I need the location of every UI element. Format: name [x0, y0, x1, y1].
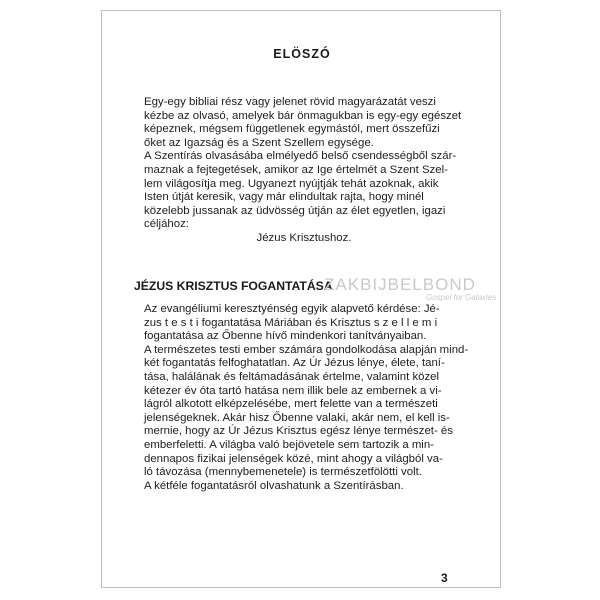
text-line: A Szentírás olvasásába elmélyedő belső csendességből szár- [144, 150, 457, 163]
text-line: fogantatása az Őbenne hívő mindenkori tanítványaiban. [144, 330, 427, 343]
text-line: kétezer év óta tartó hatása nem illik bele az embernek a vi- [144, 384, 442, 397]
text-line: képeznek, mégsem függetlenek egymástól, mert összefűzi [144, 123, 440, 136]
preface-closing: Jézus Krisztushoz. [256, 231, 352, 244]
text-line: lem világosítja meg. Ugyanezt nyújtják tehát azoknak, akik [144, 177, 439, 190]
text-line: kézbe az olvasó, amelyek bár önmagukban is egy-egy egészet [144, 109, 462, 122]
book-page [101, 10, 501, 588]
text-line: A természetes testi ember számára gondolkodása alapján mind- [144, 343, 469, 356]
preface-paragraph-1 [134, 96, 474, 150]
text-line: zus t e s t i fogantatása Máriában és Krisztus s z e l l e m i [144, 316, 438, 329]
text-line: közelebb jussanak az üdvösség útján az élet egyetlen, igazi [144, 204, 446, 217]
text-line: dennapos fizikai jelenségek közé, mint ahogy a világból va- [144, 452, 443, 465]
text-line: Az evangéliumi keresztyénség egyik alapvető kérdése: Jé- [144, 303, 440, 315]
section-paragraph-3 [134, 480, 474, 494]
text-line: céljához: [144, 218, 189, 231]
text-line: lágról alkotott elképzelésébe, mert felette van a természeti [144, 398, 438, 411]
text-line: emberfeletti. A világba való bejövetele sem tartozik a min- [144, 438, 434, 451]
text-line: őket az Igazság és a Szent Szellem egysége. [144, 136, 374, 149]
page-number: 3 [441, 571, 448, 585]
section-text [134, 303, 474, 493]
text-line: A kétféle fogantatásról olvashatunk a Szentírásban. [144, 479, 404, 492]
text-line: Isten útját keresik, vagy már elindultak rajta, hogy minél [144, 191, 424, 204]
text-line: jelenségeknek. Akár hisz Őbenne valaki, akár nem, el kell is- [144, 411, 450, 424]
watermark-logo: ZAKBIJBELBOND [324, 275, 476, 294]
text-line: tása, halálának és feltámadásának értelme, valamint közel [144, 370, 440, 383]
text-line: ló távozása (mennybemenetele) is természetfölötti volt. [144, 466, 422, 479]
preface-text [134, 96, 474, 246]
text-line: két fogantatás felfoghatatlan. Az Úr Jézus lénye, élete, taní- [144, 357, 445, 370]
page-heading: ELÖSZÓ [273, 47, 331, 61]
text-line: mernie, hogy az Úr Jézus Krisztus egész lénye természet- és [144, 425, 453, 438]
section-paragraph-1 [134, 303, 474, 344]
section-title: JÉZUS KRISZTUS FOGANTATÁSA [134, 279, 333, 293]
section-paragraph-2 [134, 344, 474, 480]
text-line: maznak a fejtegetések, amikor az Ige értelmét a Szent Szel- [144, 163, 448, 176]
text-line: Egy-egy bibliai rész vagy jelenet rövid magyarázatát veszi [144, 96, 436, 108]
preface-paragraph-2 [134, 150, 474, 232]
watermark-tagline: Gospel for Galaxies [426, 293, 497, 302]
